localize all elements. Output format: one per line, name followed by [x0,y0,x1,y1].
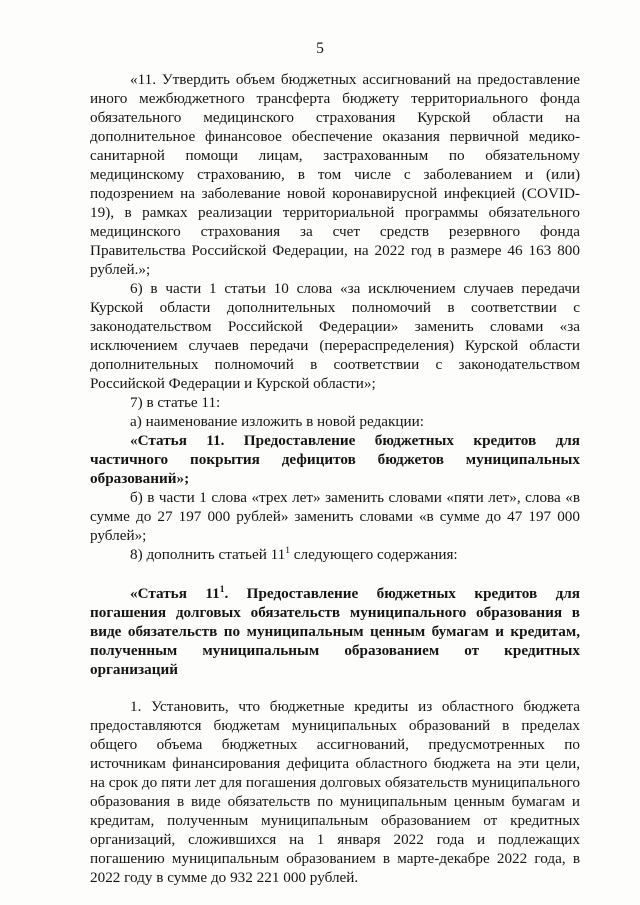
paragraph-item-8 [90,545,580,564]
paragraph-clause-1: 1. Установить, что бюджетные кредиты из областного бюджета предоставляются бюджетам муниципальных образований в пределах общего объема бюджетных ассигнований, предусмотренных по источникам финансирования дефицита областного бюджета на эти цели, на срок до пяти лет для погашения долговых обязательств муниципального образования в виде обязательств по муниципальным ценным бумагам и кредитам, полученным муниципальным образованием от кредитных организаций, сложившихся на 1 января 2022 года и подлежащих погашению муниципальным образованием в марте-декабре 2022 года, в 2022 году в сумме до 932 221 000 рублей. [90,698,580,886]
paragraph-article-11-1-title [90,584,580,679]
paragraph-item-7a: а) наименование изложить в новой редакции: [130,413,424,430]
item-8-text-end: следующего содержания: [290,546,458,563]
item-8-superscript: 1 [285,546,290,556]
article-title-end: . Предоставление бюджетных кредитов для погашения долговых обязательств муниципального образования в виде обязательств по муниципальным ценным бумагам и кредитам, полученным муниципальным образованием от кредитных организаций [90,585,581,678]
paragraph-article-11-title: «Статья 11. Предоставление бюджетных кредитов для частичного покрытия дефицитов бюджетов муниципальных образований»; [90,432,580,487]
page-number: 5 [316,40,324,57]
paragraph-amendment-11: «11. Утвердить объем бюджетных ассигнований на предоставление иного межбюджетного трансферта бюджету территориального фонда обязательного медицинского страхования Курской области на дополнительное финансовое обеспечение оказания первичной медико-санитарной помощи лицам, застрахованным по обязательному медицинскому страхованию, в том числе с заболеванием и (или) подозрением на заболевание новой коронавирусной инфекцией (COVID-19), в рамках реализации территориальной программы обязательного медицинского страхования за счет средств резервного фонда Правительства Российской Федерации, на 2022 год в размере 46 163 800 рублей.»; [90,71,580,278]
paragraph-item-7: 7) в статье 11: [130,394,221,411]
document-body [90,70,580,887]
article-title-superscript: 1 [219,585,225,595]
article-title-start: «Статья 11 [130,585,220,602]
item-8-text: 8) дополнить статьей 11 [130,546,286,563]
paragraph-item-7b: б) в части 1 слова «трех лет» заменить словами «пяти лет», слова «в сумме до 27 197 000 рублей» заменить словами «в сумме до 47 197 000 рублей»; [90,489,580,544]
paragraph-item-6: 6) в части 1 статьи 10 слова «за исключением случаев передачи Курской области дополнительных полномочий в соответствии с законодательством Российской Федерации» заменить словами «за исключением случаев передачи (перераспределения) Курской области дополнительных полномочий в соответствии с законодательством Российской Федерации и Курской области»; [90,280,580,392]
